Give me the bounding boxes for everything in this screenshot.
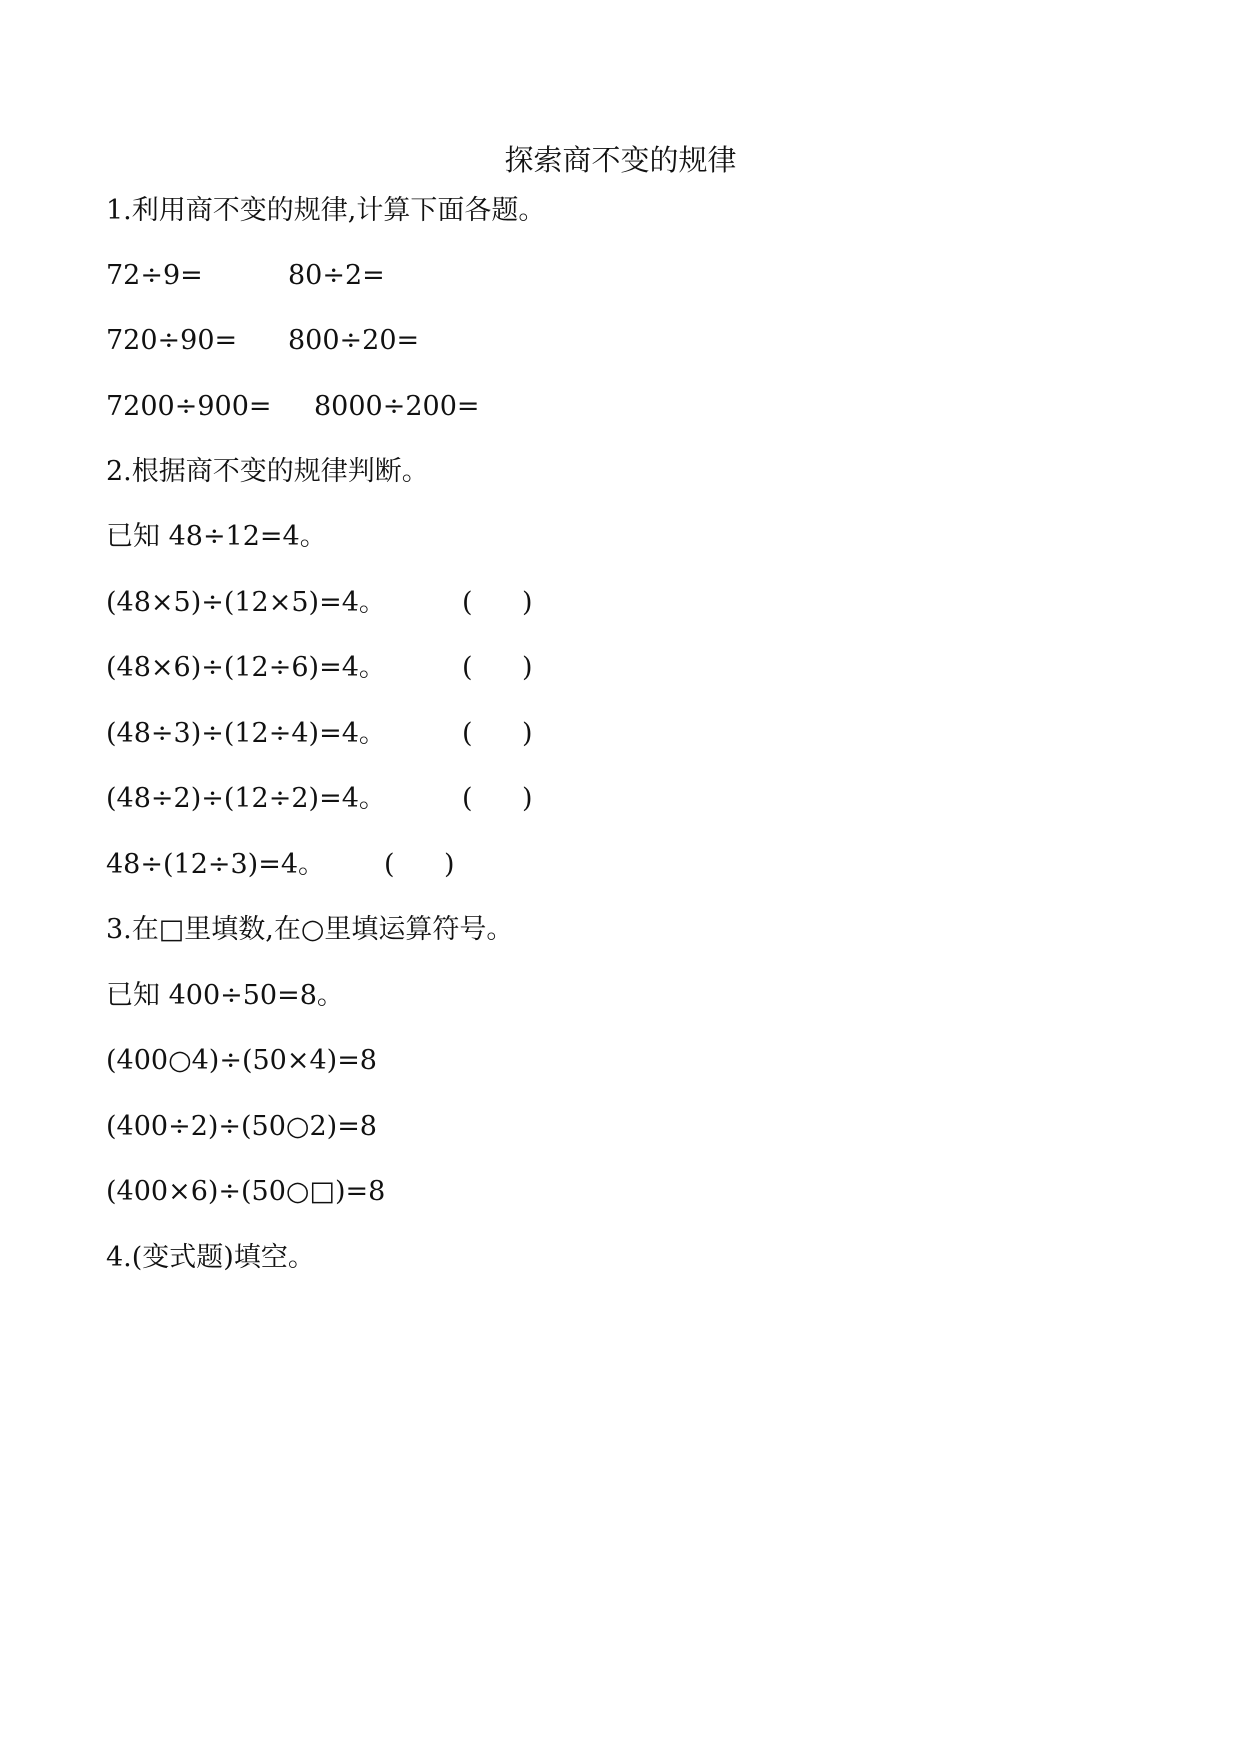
- q1-expr-1a: 72÷9=: [106, 260, 203, 291]
- q2-item-2: (48×6)÷(12÷6)=4。: [106, 652, 386, 683]
- q3-item-3: (400×6)÷(50○□)=8: [106, 1176, 386, 1207]
- q4-heading: 4.(变式题)填空。: [106, 1242, 315, 1273]
- q2-answer-close-3: ): [522, 718, 533, 749]
- q1-heading: 1.利用商不变的规律,计算下面各题。: [106, 195, 546, 226]
- q2-answer-open-4: (: [462, 783, 473, 814]
- q2-item-3: (48÷3)÷(12÷4)=4。: [106, 718, 386, 749]
- q3-item-1: (400○4)÷(50×4)=8: [106, 1045, 377, 1076]
- q2-answer-open-2: (: [462, 652, 473, 683]
- page-title: 探索商不变的规律: [504, 143, 737, 177]
- q3-item-2: (400÷2)÷(50○2)=8: [106, 1111, 377, 1142]
- q2-answer-close-5: ): [444, 849, 455, 880]
- q1-expr-2a: 720÷90=: [106, 325, 238, 356]
- q2-heading: 2.根据商不变的规律判断。: [106, 456, 429, 487]
- q2-item-5: 48÷(12÷3)=4。: [106, 849, 326, 880]
- q2-answer-close-2: ): [522, 652, 533, 683]
- q1-expr-3a: 7200÷900=: [106, 391, 272, 422]
- q2-answer-open-5: (: [384, 849, 395, 880]
- q2-item-1: (48×5)÷(12×5)=4。: [106, 587, 386, 618]
- q3-given: 已知 400÷50=8。: [106, 980, 344, 1011]
- q2-answer-open-1: (: [462, 587, 473, 618]
- q2-item-4: (48÷2)÷(12÷2)=4。: [106, 783, 386, 814]
- q2-answer-close-4: ): [522, 783, 533, 814]
- q1-expr-1b: 80÷2=: [288, 260, 385, 291]
- q2-given: 已知 48÷12=4。: [106, 521, 327, 552]
- q2-answer-close-1: ): [522, 587, 533, 618]
- q2-answer-open-3: (: [462, 718, 473, 749]
- q1-expr-3b: 8000÷200=: [314, 391, 480, 422]
- q3-heading: 3.在□里填数,在○里填运算符号。: [106, 914, 514, 945]
- q1-expr-2b: 800÷20=: [288, 325, 420, 356]
